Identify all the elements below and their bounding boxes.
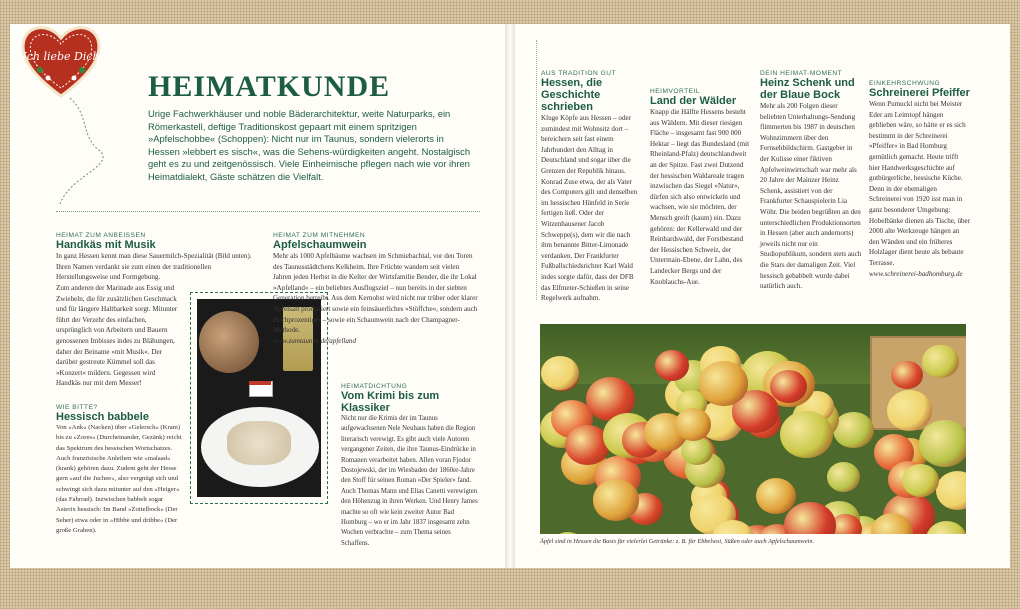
apple <box>887 390 933 431</box>
apple <box>780 411 833 459</box>
column-rule <box>536 40 537 300</box>
intro-text: Urige Fachwerkhäuser und noble Bäderarchitektur, weite Naturparks, ein Römerkastell, deftige Traditionskost gepaart mit einem spritzigen »Apfelschobbe« (Schoppen): Nicht nur im Taunus, sondern vielerorts in Hessen »lebbert es sisch«, was die Sehens-würdigkeiten angeht. Nostalgisch geht es zu und zeitgenössisch. Viele Einheimische pflegen nach wie vor ihren Heimatdialekt, Gäste schätzen die Vielfalt. <box>148 108 471 182</box>
website-link[interactable]: www.schreinerei-badhomburg.de <box>869 269 963 278</box>
photo-caption: Äpfel sind in Hessen die Basis für vielerlei Getränke: z. B. für Ebbelwoi, Süßen oder auch Apfelschaumwein. <box>540 538 815 545</box>
apple <box>655 350 689 381</box>
kicker: DEIN HEIMAT-MOMENT <box>760 70 843 77</box>
apple <box>593 479 639 520</box>
article-waelder <box>650 88 752 287</box>
article-schreinerei <box>869 80 971 279</box>
gingerbread-heart-icon <box>18 20 104 100</box>
kicker: HEIMVORTEIL <box>650 88 701 95</box>
apples-photo <box>540 324 966 534</box>
body-text: Wenn Pumuckl nicht bei Meister Eder am Leimtopf hängen geblieben wäre, so hätte er es sich bestimmt in der Schreinerei »Pfeiffer« in Bad Homburg gemütlich gemacht. Heute trifft hier Handwerksgeschichte auf gutbürgerliche, hessische Küche. Denn in der ehemaligen Schreinerei von 1920 isst man in ganz besonderer Umgebung: Hobelbänke dienen als Tische, über 2000 alte Werkzeuge hängen an den Wänden und ein früheres Holzlager dient heute als bebaute Terrasse. <box>869 100 971 267</box>
body-text: Kluge Köpfe aus Hessen – oder zumindest mit Wohnsitz dort – bereichern seit fast einem Jahrhundert den Alltag in Deutschland und sogar über die Grenzen der Republik hinaus. Konrad Zuse etwa, der als Vater des Computers gilt und denselben im hessischen Hünfeld in Serie fertigen ließ. Oder der Witzenhausener Jacob Schweppe(s), dem wir die nach ihm benannte Bitter-Limonade verdanken. Der Frankfurter Fußballschiedsrichter Karl Wald indes sorgte dafür, dass der DFB das Elfmeter-Schießen in seine Regelwerk aufnahm. <box>541 114 638 303</box>
apple <box>936 471 966 510</box>
apple <box>833 412 874 449</box>
headline: Land der Wälder <box>650 95 737 107</box>
body-text: Knapp die Hälfte Hessens besteht aus Wäldern. Mit dieser riesigen Fläche – insgesamt fast 900 000 Hektar – liegt das Bundesland (mit Rheinland-Pfalz) deutschlandweit an der Spitze. Fast zwei Dutzend der hessischen Waldareale tragen inzwischen das Siegel »Natur«, dürfen sich also entwickeln und wachsen, wie sie möchten, der Mensch greift (kaum) ein. Dazu gehören: der Kellerwald und der Reinhardswald, der Forstbestand der Hessischen Schweiz, der Untermain-Ebene, der Lahn, des Landecker Bergs und der Knoblauchs-Aue. <box>650 108 750 286</box>
headline: Vom Krimi bis zum Klassiker <box>341 390 440 414</box>
apple <box>891 361 923 390</box>
apple <box>551 532 585 534</box>
heart-string <box>50 96 110 206</box>
apple <box>919 420 966 466</box>
headline: Schreinerei Pfeiffer <box>869 87 970 99</box>
apple <box>770 370 807 403</box>
kicker: WIE BITTE? <box>56 404 98 411</box>
page-gutter <box>505 24 515 568</box>
kicker: EINKEHRSCHWUNG <box>869 80 941 87</box>
article-blauer-bock <box>760 70 862 292</box>
apple <box>699 361 748 405</box>
body-text: Mehr als 1000 Apfelbäume wachsen im Schmiebachtal, vor den Toren des Taunusstädtchens Kelkheim. Ihre Früchte wandern seit vielen Jahren jeden Herbst in die Kelter der Wirtsfamilie Bender, die ihr Lokal »Apfelland« – ein beliebtes Ausflugsziel – nun bereits in der siebten Generation betreibt. Aus dem Kernobst wird nicht nur trüber oder klarer Apfelsaft produziert sowie ein feinsäuerliches »Stöffche«, sondern auch Hochprozentiges – sowie ein Schaumwein nach der Champagner-Methode. <box>273 252 478 335</box>
kicker: HEIMAT ZUM MITNEHMEN <box>273 232 366 239</box>
headline: Heinz Schenk und der Blaue Bock <box>760 77 855 101</box>
kicker: HEIMATDICHTUNG <box>341 383 408 390</box>
article-geschichte <box>541 70 643 304</box>
apple <box>922 345 958 378</box>
apple <box>681 437 712 465</box>
article-krimi <box>341 383 478 549</box>
headline: Apfelschaumwein <box>273 239 367 251</box>
article-handkaes-cont <box>56 283 180 389</box>
body-text: Nicht nur die Krimis der im Taunus aufgewachsenen Nele Neuhaus haben die Region literarisch verewigt. Es gibt auch viele Autoren vergangener Zeiten, die ihre Taunus-Eindrücke in Romanen verarbeitet haben. Allen voran Fjodor Dostojewski, der im Wiesbaden der 1860er-Jahre den Stoff für seinen Roman »Der Spieler« fand. Auch Thomas Mann und Elias Canetti verewigten den Höhenzug in ihren Werken. Und Henry James machte so oft wie kein zweiter Autor Bad Homburg – wo er im Jahr 1837 insgesamt zehn Wochen verbrachte – zum Thema seines Schaffens. <box>341 415 478 547</box>
body-text: Zum anderen der Marinade aus Essig und Zwiebeln, die für zusätzlichen Geschmack und für längere Haltbarkeit sorgt. Mitunter führt der Verzehr des einfachen, ursprünglich von Arbeitern und Bauern genossenen Imbisses indes zu Blähungen, daher der Beiname »mit Musik«. Der darüber gestreute Kümmel soll das »Konzert« mildern. Gegessen wird Handkäs nur mit dem Messer! <box>56 284 178 388</box>
article-handkaes <box>56 232 256 283</box>
headline: Handkäs mit Musik <box>56 239 156 251</box>
body-text: In ganz Hessen kennt man diese Sauermilch-Spezialität (Bild unten). Ihren Namen verdankt sie zum einen der traditionellen Herstellungsweise und Formgebung. <box>56 252 252 282</box>
article-apfelschaumwein <box>273 232 478 346</box>
heart-text: Ich liebe Dich <box>22 50 100 63</box>
apple <box>902 464 939 498</box>
kicker: HEIMAT ZUM ANBEISSEN <box>56 232 146 239</box>
apple <box>827 462 860 492</box>
body-text: Mehr als 200 Folgen dieser beliebten Unterhaltungs-Sendung flimmerten bis 1987 in deutschen Wohnzimmern über den Fernsehbildschirm. Gastgeber in der Kulisse einer fiktiven Apfelweinwirtschaft war mehr als 20 Jahre der Mainzer Heinz Schenk, assistiert von der Frankfurter Schauspielerin Lia Wöhr. Die beiden begrüßten an den unterschiedlichen Produktionsorten in Hessen (aber auch andernorts) jeweils nicht nur ein Studiopublikum, sondern stets auch die Stars der damaligen Zeit. Viel hessisch gebabbelt wurde dabei natürlich auch. <box>760 102 862 291</box>
headline: Hessisch babbele <box>56 411 149 423</box>
headline: Hessen, die Geschichte schrieben <box>541 77 603 113</box>
article-babbele <box>56 404 184 536</box>
divider <box>56 211 480 212</box>
kicker: AUS TRADITION GUT <box>541 70 617 77</box>
page-title: HEIMATKUNDE <box>148 70 391 103</box>
body-text: Von »Ank« (Nacken) über »Gelersch« (Kram) bis zu »Zores« (Durcheinander, Gezänk) reicht das Spektrum des hessischen Wortschatzes. Auch französische Anleihen wie »malaad« (krank) gehören dazu. Zudem geht der Hesse gern »auf die Juchee«, also vergnügt sich und schwingt sich dazu mitunter auf den »Heiger« (das Fahrrad). Inzwischen babbelt sogar Asterix hessisch: Im Band »Zottelbock« (Der Seher) etwa oder in »Hibbe und dribbe« (Der große Graben). <box>56 424 182 534</box>
apple <box>675 408 712 441</box>
website-link[interactable]: www.zumtaunus.de/apfelland <box>273 336 357 345</box>
